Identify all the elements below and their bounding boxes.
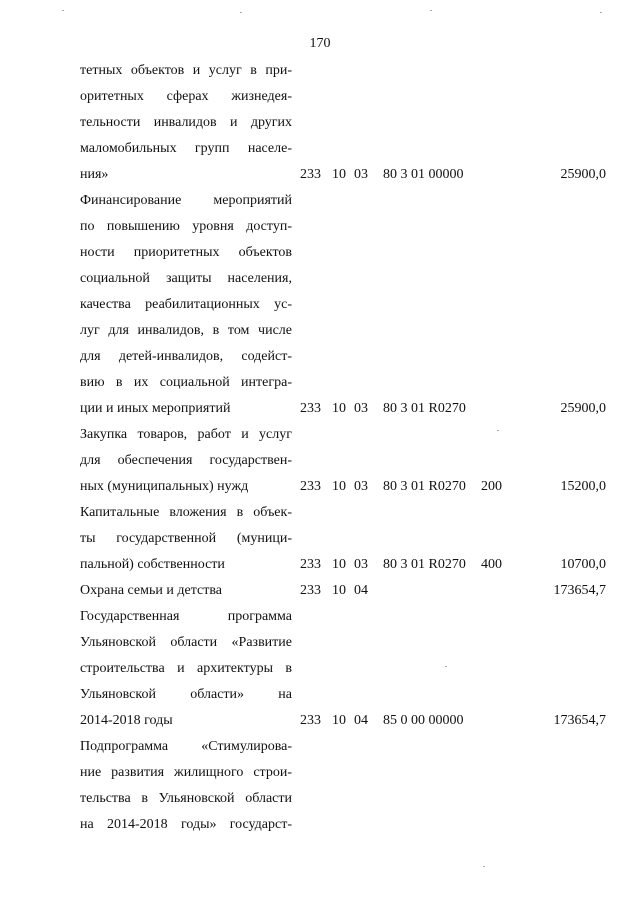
amount: 25900,0: [560, 167, 606, 182]
expense-type-code: 200: [481, 479, 502, 494]
scan-speck: [240, 12, 242, 13]
table-row: [0, 630, 640, 656]
item-description: 2014-2018 годы: [80, 713, 173, 728]
table-row: [0, 396, 640, 422]
scan-speck: [430, 10, 432, 11]
table-row: [0, 812, 640, 838]
scan-speck: [445, 666, 447, 667]
ved-code: 233: [300, 479, 321, 494]
scan-speck: [497, 430, 499, 431]
amount: 25900,0: [560, 401, 606, 416]
target-article-code: 85 0 00 00000: [383, 713, 464, 728]
target-article-code: 80 3 01 R0270: [383, 401, 466, 416]
item-description: тельности инвалидов и других: [80, 115, 292, 130]
amount: 15200,0: [560, 479, 606, 494]
section-code: 10: [332, 401, 346, 416]
ved-code: 233: [300, 583, 321, 598]
subsection-code: 04: [354, 713, 368, 728]
table-row: [0, 58, 640, 84]
table-row: [0, 240, 640, 266]
item-description: качества реабилитационных ус-: [80, 297, 292, 312]
target-article-code: 80 3 01 R0270: [383, 557, 466, 572]
section-code: 10: [332, 583, 346, 598]
table-row: [0, 292, 640, 318]
subsection-code: 03: [354, 557, 368, 572]
table-row: [0, 552, 640, 578]
table-row: [0, 162, 640, 188]
section-code: 10: [332, 557, 346, 572]
item-description: Ульяновской области» на: [80, 687, 292, 702]
item-description: Закупка товаров, работ и услуг: [80, 427, 292, 442]
item-description: пальной) собственности: [80, 557, 225, 572]
item-description: ных (муниципальных) нужд: [80, 479, 249, 494]
table-row: [0, 656, 640, 682]
item-description: Финансирование мероприятий: [80, 193, 292, 208]
item-description: Охрана семьи и детства: [80, 583, 222, 598]
item-description: тельства в Ульяновской области: [80, 791, 292, 806]
table-row: [0, 110, 640, 136]
section-code: 10: [332, 479, 346, 494]
table-row: [0, 422, 640, 448]
scan-speck: [62, 10, 64, 11]
item-description: для детей-инвалидов, содейст-: [80, 349, 292, 364]
subsection-code: 03: [354, 479, 368, 494]
table-row: [0, 682, 640, 708]
section-code: 10: [332, 167, 346, 182]
table-row: [0, 370, 640, 396]
table-row: [0, 760, 640, 786]
item-description: вию в их социальной интегра-: [80, 375, 292, 390]
item-description: луг для инвалидов, в том числе: [80, 323, 292, 338]
item-description: Подпрограмма «Стимулирова-: [80, 739, 292, 754]
item-description: ние развития жилищного строи-: [80, 765, 292, 780]
subsection-code: 04: [354, 583, 368, 598]
item-description: строительства и архитектуры в: [80, 661, 292, 676]
ved-code: 233: [300, 557, 321, 572]
item-description: ности приоритетных объектов: [80, 245, 292, 260]
item-description: тетных объектов и услуг в при-: [80, 63, 292, 78]
scan-speck: [600, 12, 602, 13]
target-article-code: 80 3 01 00000: [383, 167, 464, 182]
ved-code: 233: [300, 167, 321, 182]
table-row: [0, 344, 640, 370]
section-code: 10: [332, 713, 346, 728]
page-number: 170: [309, 36, 331, 51]
item-description: социальной защиты населения,: [80, 271, 292, 286]
item-description: ты государственной (муници-: [80, 531, 292, 546]
table-row: [0, 84, 640, 110]
table-row: [0, 188, 640, 214]
item-description: ния»: [80, 167, 109, 182]
table-row: [0, 708, 640, 734]
table-row: [0, 318, 640, 344]
table-row: [0, 448, 640, 474]
item-description: маломобильных групп населе-: [80, 141, 292, 156]
table-row: [0, 604, 640, 630]
item-description: на 2014-2018 годы» государст-: [80, 817, 292, 832]
item-description: Ульяновской области «Развитие: [80, 635, 292, 650]
table-row: [0, 734, 640, 760]
item-description: оритетных сферах жизнедея-: [80, 89, 292, 104]
table-row: [0, 214, 640, 240]
expense-type-code: 400: [481, 557, 502, 572]
item-description: Государственная программа: [80, 609, 292, 624]
table-row: [0, 136, 640, 162]
table-row: [0, 500, 640, 526]
item-description: по повышению уровня доступ-: [80, 219, 292, 234]
scan-speck: [483, 866, 485, 867]
amount: 173654,7: [553, 583, 606, 598]
item-description: ции и иных мероприятий: [80, 401, 231, 416]
table-row: [0, 786, 640, 812]
table-row: [0, 474, 640, 500]
item-description: для обеспечения государствен-: [80, 453, 292, 468]
amount: 173654,7: [553, 713, 606, 728]
target-article-code: 80 3 01 R0270: [383, 479, 466, 494]
subsection-code: 03: [354, 401, 368, 416]
table-row: [0, 578, 640, 604]
subsection-code: 03: [354, 167, 368, 182]
ved-code: 233: [300, 401, 321, 416]
ved-code: 233: [300, 713, 321, 728]
table-row: [0, 266, 640, 292]
item-description: Капитальные вложения в объек-: [80, 505, 292, 520]
table-row: [0, 526, 640, 552]
amount: 10700,0: [560, 557, 606, 572]
